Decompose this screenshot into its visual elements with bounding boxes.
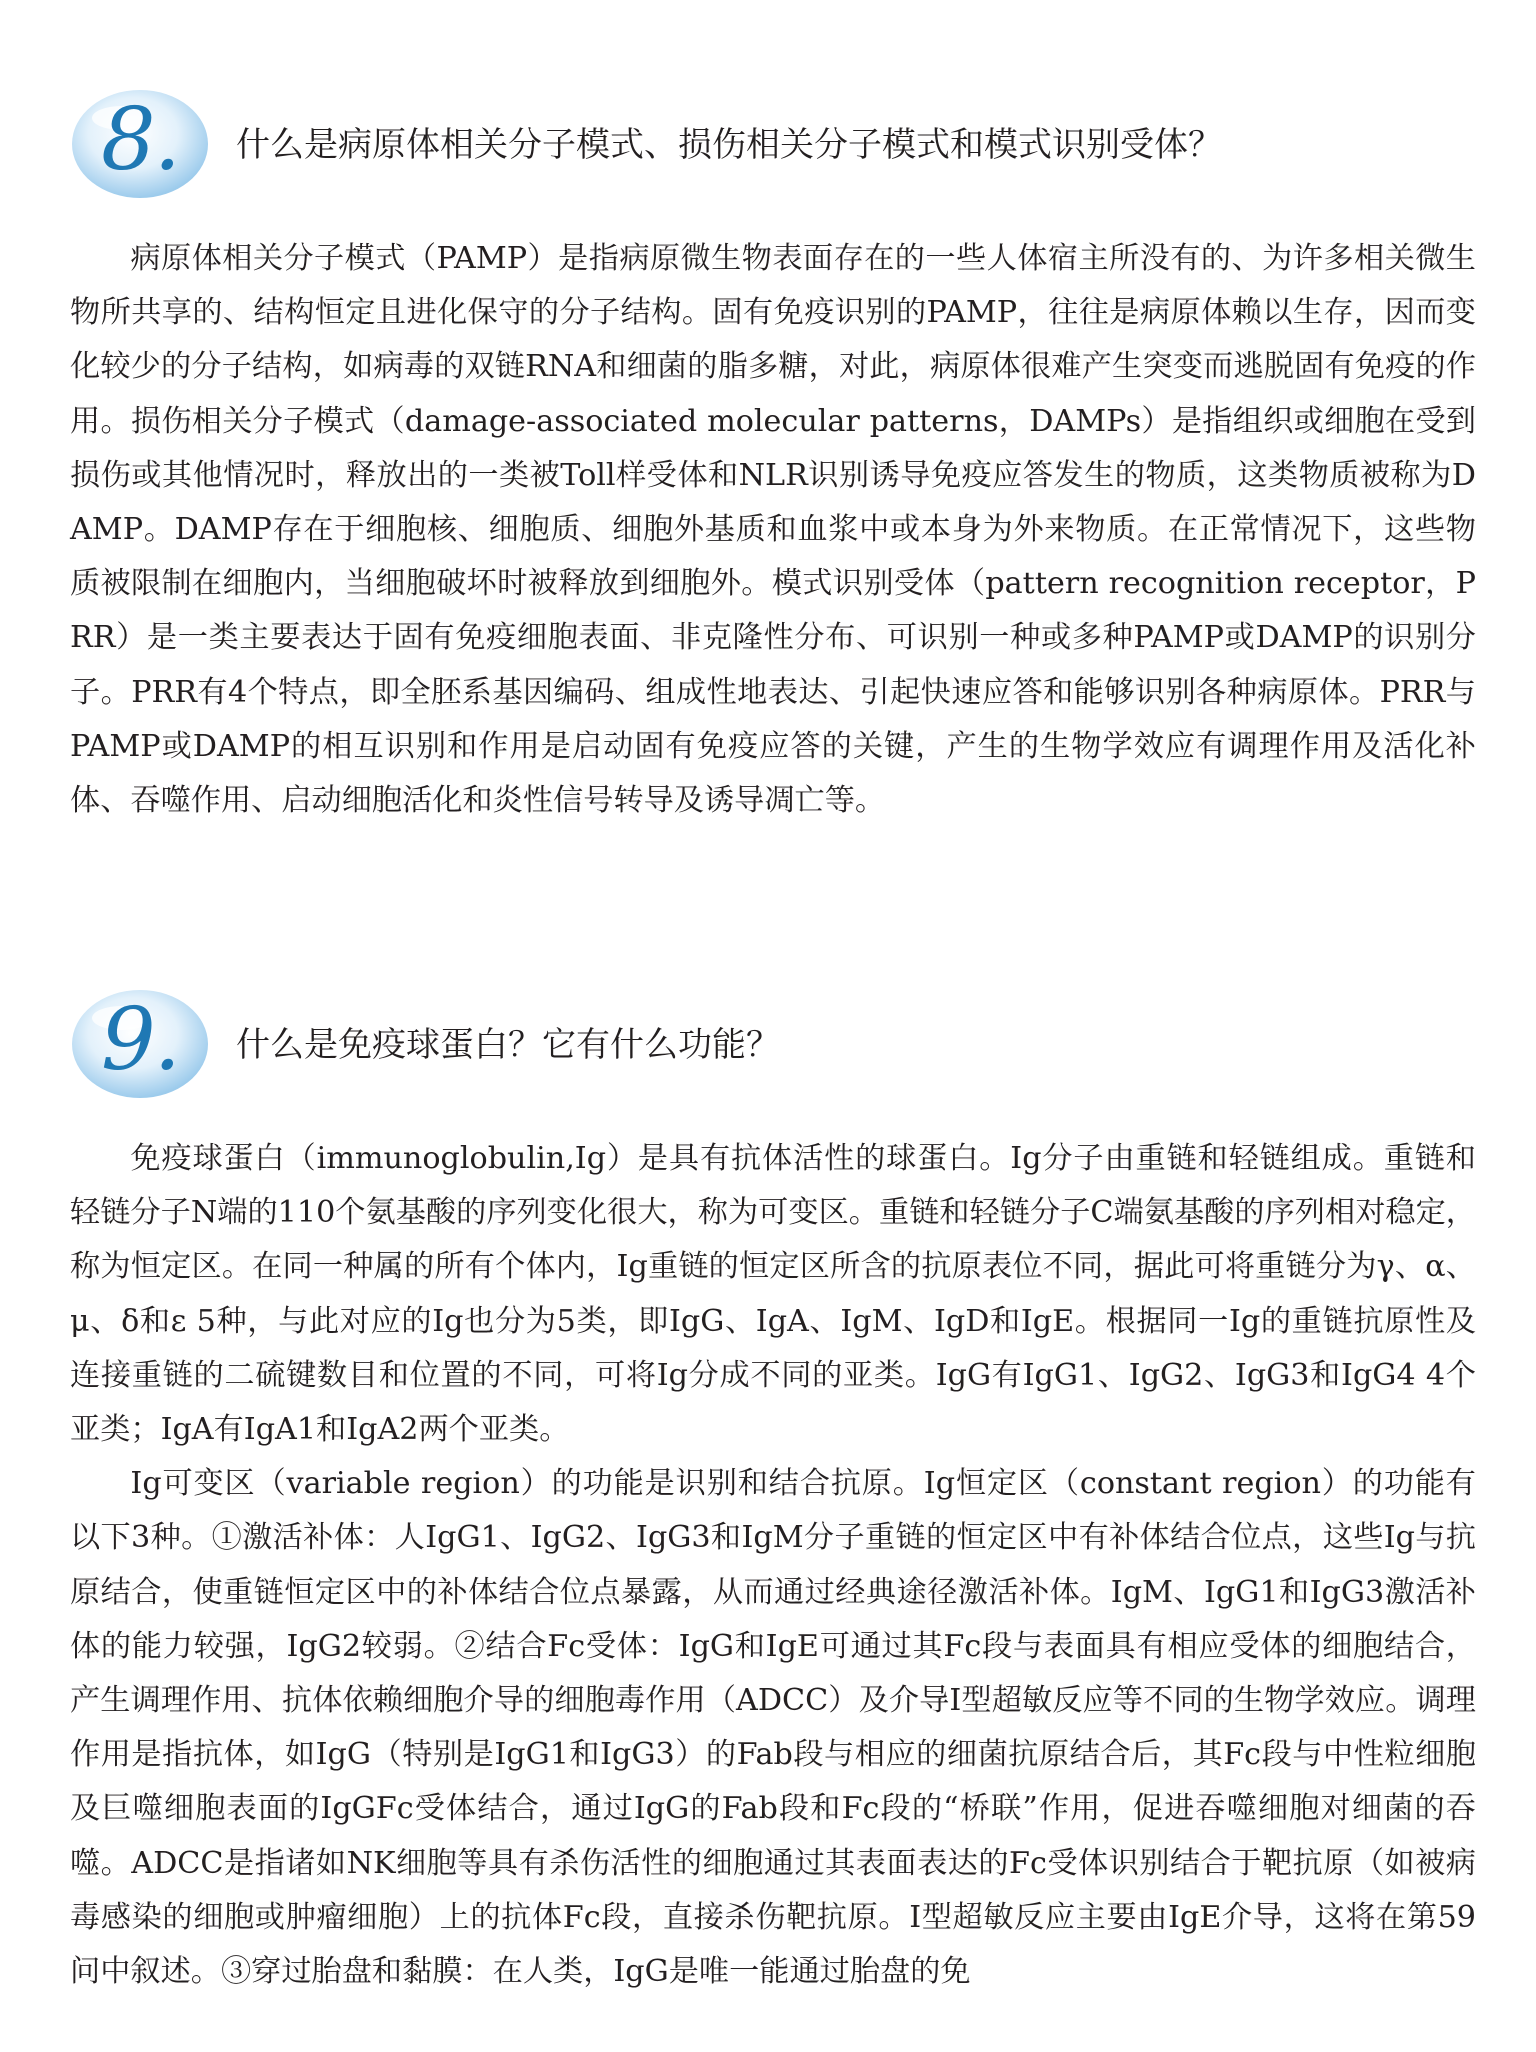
paragraph: Ig可变区（variable region）的功能是识别和结合抗原。Ig恒定区（constant region）的功能有以下3种。①激活补体：人IgG1、IgG2、IgG3和IgM分子重链的恒定区中有补体结合位点，这些Ig与抗原结合，使重链恒定区中的补体结合位点暴露，从而通过经典途径激活补体。IgM、IgG1和IgG3激活补体的能力较强，IgG2较弱。②结合Fc受体：IgG和IgE可通过其Fc段与表面具有相应受体的细胞结合，产生调理作用、抗体依赖细胞介导的细胞毒作用（ADCC）及介导Ⅰ型超敏反应等不同的生物学效应。调理作用是指抗体，如IgG（特别是IgG1和IgG3）的Fab段与相应的细菌抗原结合后，其Fc段与中性粒细胞及巨噬细胞表面的IgGFc受体结合，通过IgG的Fab段和Fc段的“桥联”作用，促进吞噬细胞对细菌的吞噬。ADCC是指诸如NK细胞等具有杀伤活性的细胞通过其表面表达的Fc受体识别结合于靶抗原（如被病毒感染的细胞或肿瘤细胞）上的抗体Fc段，直接杀伤靶抗原。Ⅰ型超敏反应主要由IgE介导，这将在第59问中叙述。③穿过胎盘和黏膜：在人类，IgG是唯一能通过胎盘的免 — [70, 1466, 1476, 1990]
section-9-body — [70, 1132, 1476, 1999]
paragraph: 免疫球蛋白（immunoglobulin,Ig）是具有抗体活性的球蛋白。Ig分子由重链和轻链组成。重链和轻链分子N端的110个氨基酸的序列变化很大，称为可变区。重链和轻链分子C端氨基酸的序列相对稳定，称为恒定区。在同一种属的所有个体内，Ig重链的恒定区所含的抗原表位不同，据此可将重链分为γ、α、μ、δ和ε 5种，与此对应的Ig也分为5类，即IgG、IgA、IgM、IgD和IgE。根据同一Ig的重链抗原性及连接重链的二硫键数目和位置的不同，可将Ig分成不同的亚类。IgG有IgG1、IgG2、IgG3和IgG4 4个亚类；IgA有IgA1和IgA2两个亚类。 — [70, 1141, 1476, 1448]
section-9-number: 9. — [100, 990, 180, 1090]
section-8-badge — [70, 88, 210, 200]
section-9-title: 什么是免疫球蛋白？它有什么功能？ — [236, 1025, 780, 1065]
paragraph: 病原体相关分子模式（PAMP）是指病原微生物表面存在的一些人体宿主所没有的、为许多相关微生物所共享的、结构恒定且进化保守的分子结构。固有免疫识别的PAMP，往往是病原体赖以生存，因而变化较少的分子结构，如病毒的双链RNA和细菌的脂多糖，对此，病原体很难产生突变而逃脱固有免疫的作用。损伤相关分子模式（damage-associated molecular patterns，DAMPs）是指组织或细胞在受到损伤或其他情况时，释放出的一类被Toll样受体和NLR识别诱导免疫应答发生的物质，这类物质被称为DAMP。DAMP存在于细胞核、细胞质、细胞外基质和血浆中或本身为外来物质。在正常情况下，这些物质被限制在细胞内，当细胞破坏时被释放到细胞外。模式识别受体（pattern recognition receptor，PRR）是一类主要表达于固有免疫细胞表面、非克隆性分布、可识别一种或多种PAMP或DAMP的识别分子。PRR有4个特点，即全胚系基因编码、组成性地表达、引起快速应答和能够识别各种病原体。PRR与PAMP或DAMP的相互识别和作用是启动固有免疫应答的关键，产生的生物学效应有调理作用及活化补体、吞噬作用、启动细胞活化和炎性信号转导及诱导凋亡等。 — [70, 241, 1476, 819]
section-8-title: 什么是病原体相关分子模式、损伤相关分子模式和模式识别受体？ — [236, 125, 1222, 165]
section-9-badge — [70, 988, 210, 1100]
section-8-body — [70, 232, 1476, 828]
section-9-header — [70, 988, 1470, 1108]
section-8-number: 8. — [100, 90, 180, 190]
section-8-header — [70, 88, 1470, 208]
